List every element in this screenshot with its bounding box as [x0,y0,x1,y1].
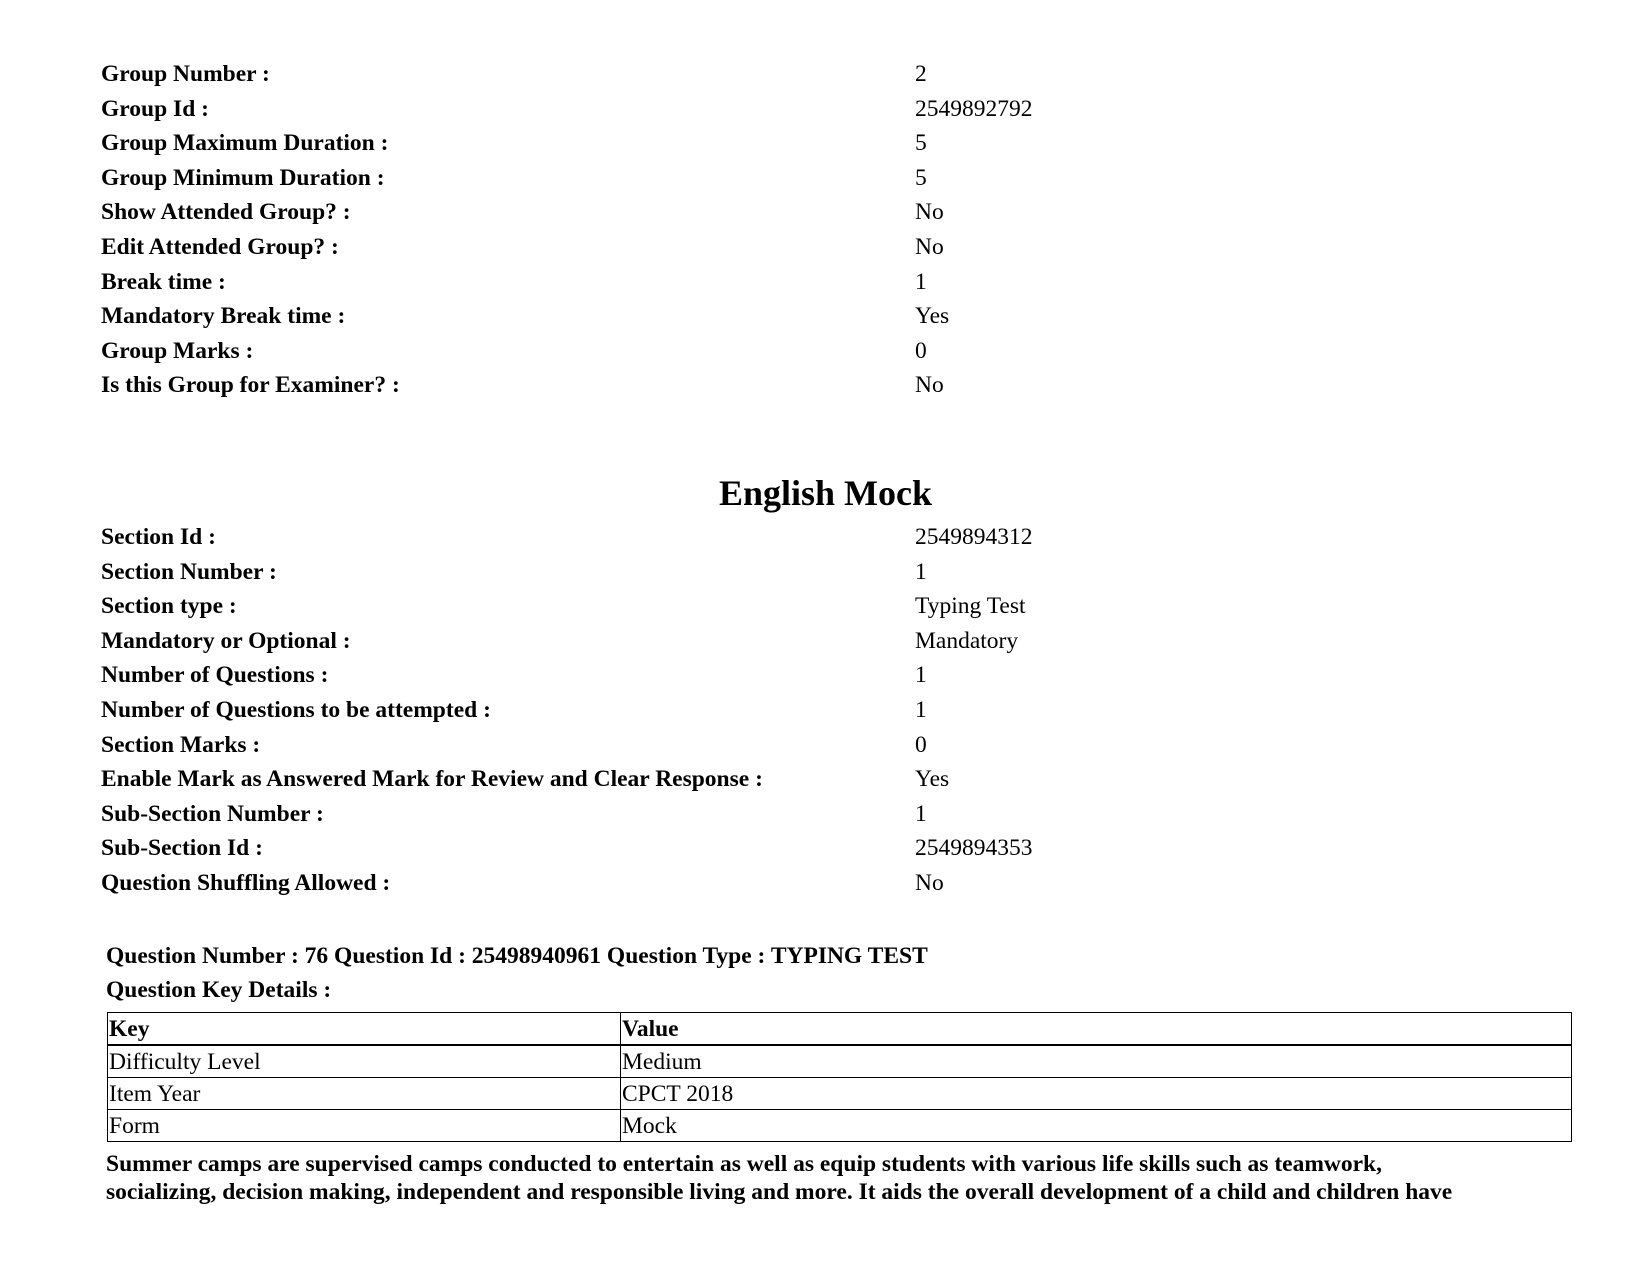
section-details [101,520,1401,901]
section-value: 1 [915,696,927,723]
group-value: Yes [915,303,950,330]
section-title: English Mock [718,473,933,513]
question-key-table [107,1012,1572,1142]
section-value: 2549894312 [915,524,1033,550]
question-header: Question Number : 76 Question Id : 25498940961 Question Type : TYPING TEST [106,943,928,969]
group-key: Group Minimum Duration : [101,164,385,191]
section-key: Number of Questions : [101,662,329,689]
group-row [101,195,1401,230]
group-row [101,334,1401,369]
section-row [101,728,1401,763]
group-row [101,265,1401,300]
group-value: No [915,199,944,226]
group-value: 5 [915,130,927,157]
group-key: Group Maximum Duration : [101,130,389,157]
group-value: No [915,372,944,399]
section-row [101,831,1401,866]
group-key: Group Number : [101,61,270,87]
section-key: Section Number : [101,558,277,585]
table-row [108,1045,1572,1078]
group-value: 5 [915,164,927,191]
group-row [101,230,1401,265]
group-key: Show Attended Group? : [101,199,351,226]
table-header-value: Value [621,1013,1572,1046]
passage-line: Summer camps are supervised camps conducted to entertain as well as equip students with various life skills such as teamwork, [106,1151,1382,1177]
group-key: Group Marks : [101,337,254,364]
section-value: Mandatory [915,627,1019,654]
group-value: 2 [915,61,927,87]
section-key: Sub-Section Id : [101,835,263,862]
section-row [101,866,1401,901]
typing-passage [106,1150,1586,1206]
section-key: Sub-Section Number : [101,800,324,827]
section-row [101,589,1401,624]
section-key: Section type : [101,593,237,620]
section-value: Yes [915,766,950,793]
table-cell-key: Form [108,1110,621,1142]
section-row [101,555,1401,590]
section-value: No [915,869,944,896]
group-key: Is this Group for Examiner? : [101,372,400,399]
section-key: Section Marks : [101,731,261,758]
section-row [101,693,1401,728]
group-value: 2549892792 [915,95,1033,122]
table-row [108,1078,1572,1110]
group-row [101,368,1401,403]
section-row [101,520,1401,555]
section-value: 1 [915,800,927,827]
section-key: Enable Mark as Answered Mark for Review and Clear Response : [101,766,763,793]
section-key: Section Id : [101,524,216,550]
section-row [101,658,1401,693]
section-row [101,797,1401,832]
section-value: Typing Test [915,593,1026,620]
passage-line: socializing, decision making, independent and responsible living and more. It aids the overall development of a child and children have [106,1179,1453,1205]
group-key: Group Id : [101,95,209,122]
group-details [101,57,1401,403]
table-cell-key: Item Year [108,1078,621,1110]
table-cell-value: CPCT 2018 [621,1078,1572,1110]
group-key: Break time : [101,268,226,295]
section-row [101,624,1401,659]
table-cell-key: Difficulty Level [108,1045,621,1078]
section-row [101,762,1401,797]
group-value: 1 [915,268,927,295]
group-key: Edit Attended Group? : [101,233,339,260]
group-value: 0 [915,337,927,364]
table-header-row [108,1013,1572,1046]
section-value: 2549894353 [915,835,1033,862]
group-row [101,92,1401,127]
table-cell-value: Mock [621,1110,1572,1142]
group-row [101,57,1401,92]
group-value: No [915,233,944,260]
table-cell-value: Medium [621,1045,1572,1078]
question-key-details-label: Question Key Details : [106,977,332,1003]
section-value: 1 [915,662,927,689]
section-key: Question Shuffling Allowed : [101,869,391,896]
group-key: Mandatory Break time : [101,303,346,330]
section-key: Mandatory or Optional : [101,627,351,654]
group-row [101,299,1401,334]
section-value: 1 [915,558,927,585]
group-row [101,126,1401,161]
section-key: Number of Questions to be attempted : [101,696,491,723]
group-row [101,161,1401,196]
table-header-key: Key [108,1013,621,1046]
section-value: 0 [915,731,927,758]
table-row [108,1110,1572,1142]
